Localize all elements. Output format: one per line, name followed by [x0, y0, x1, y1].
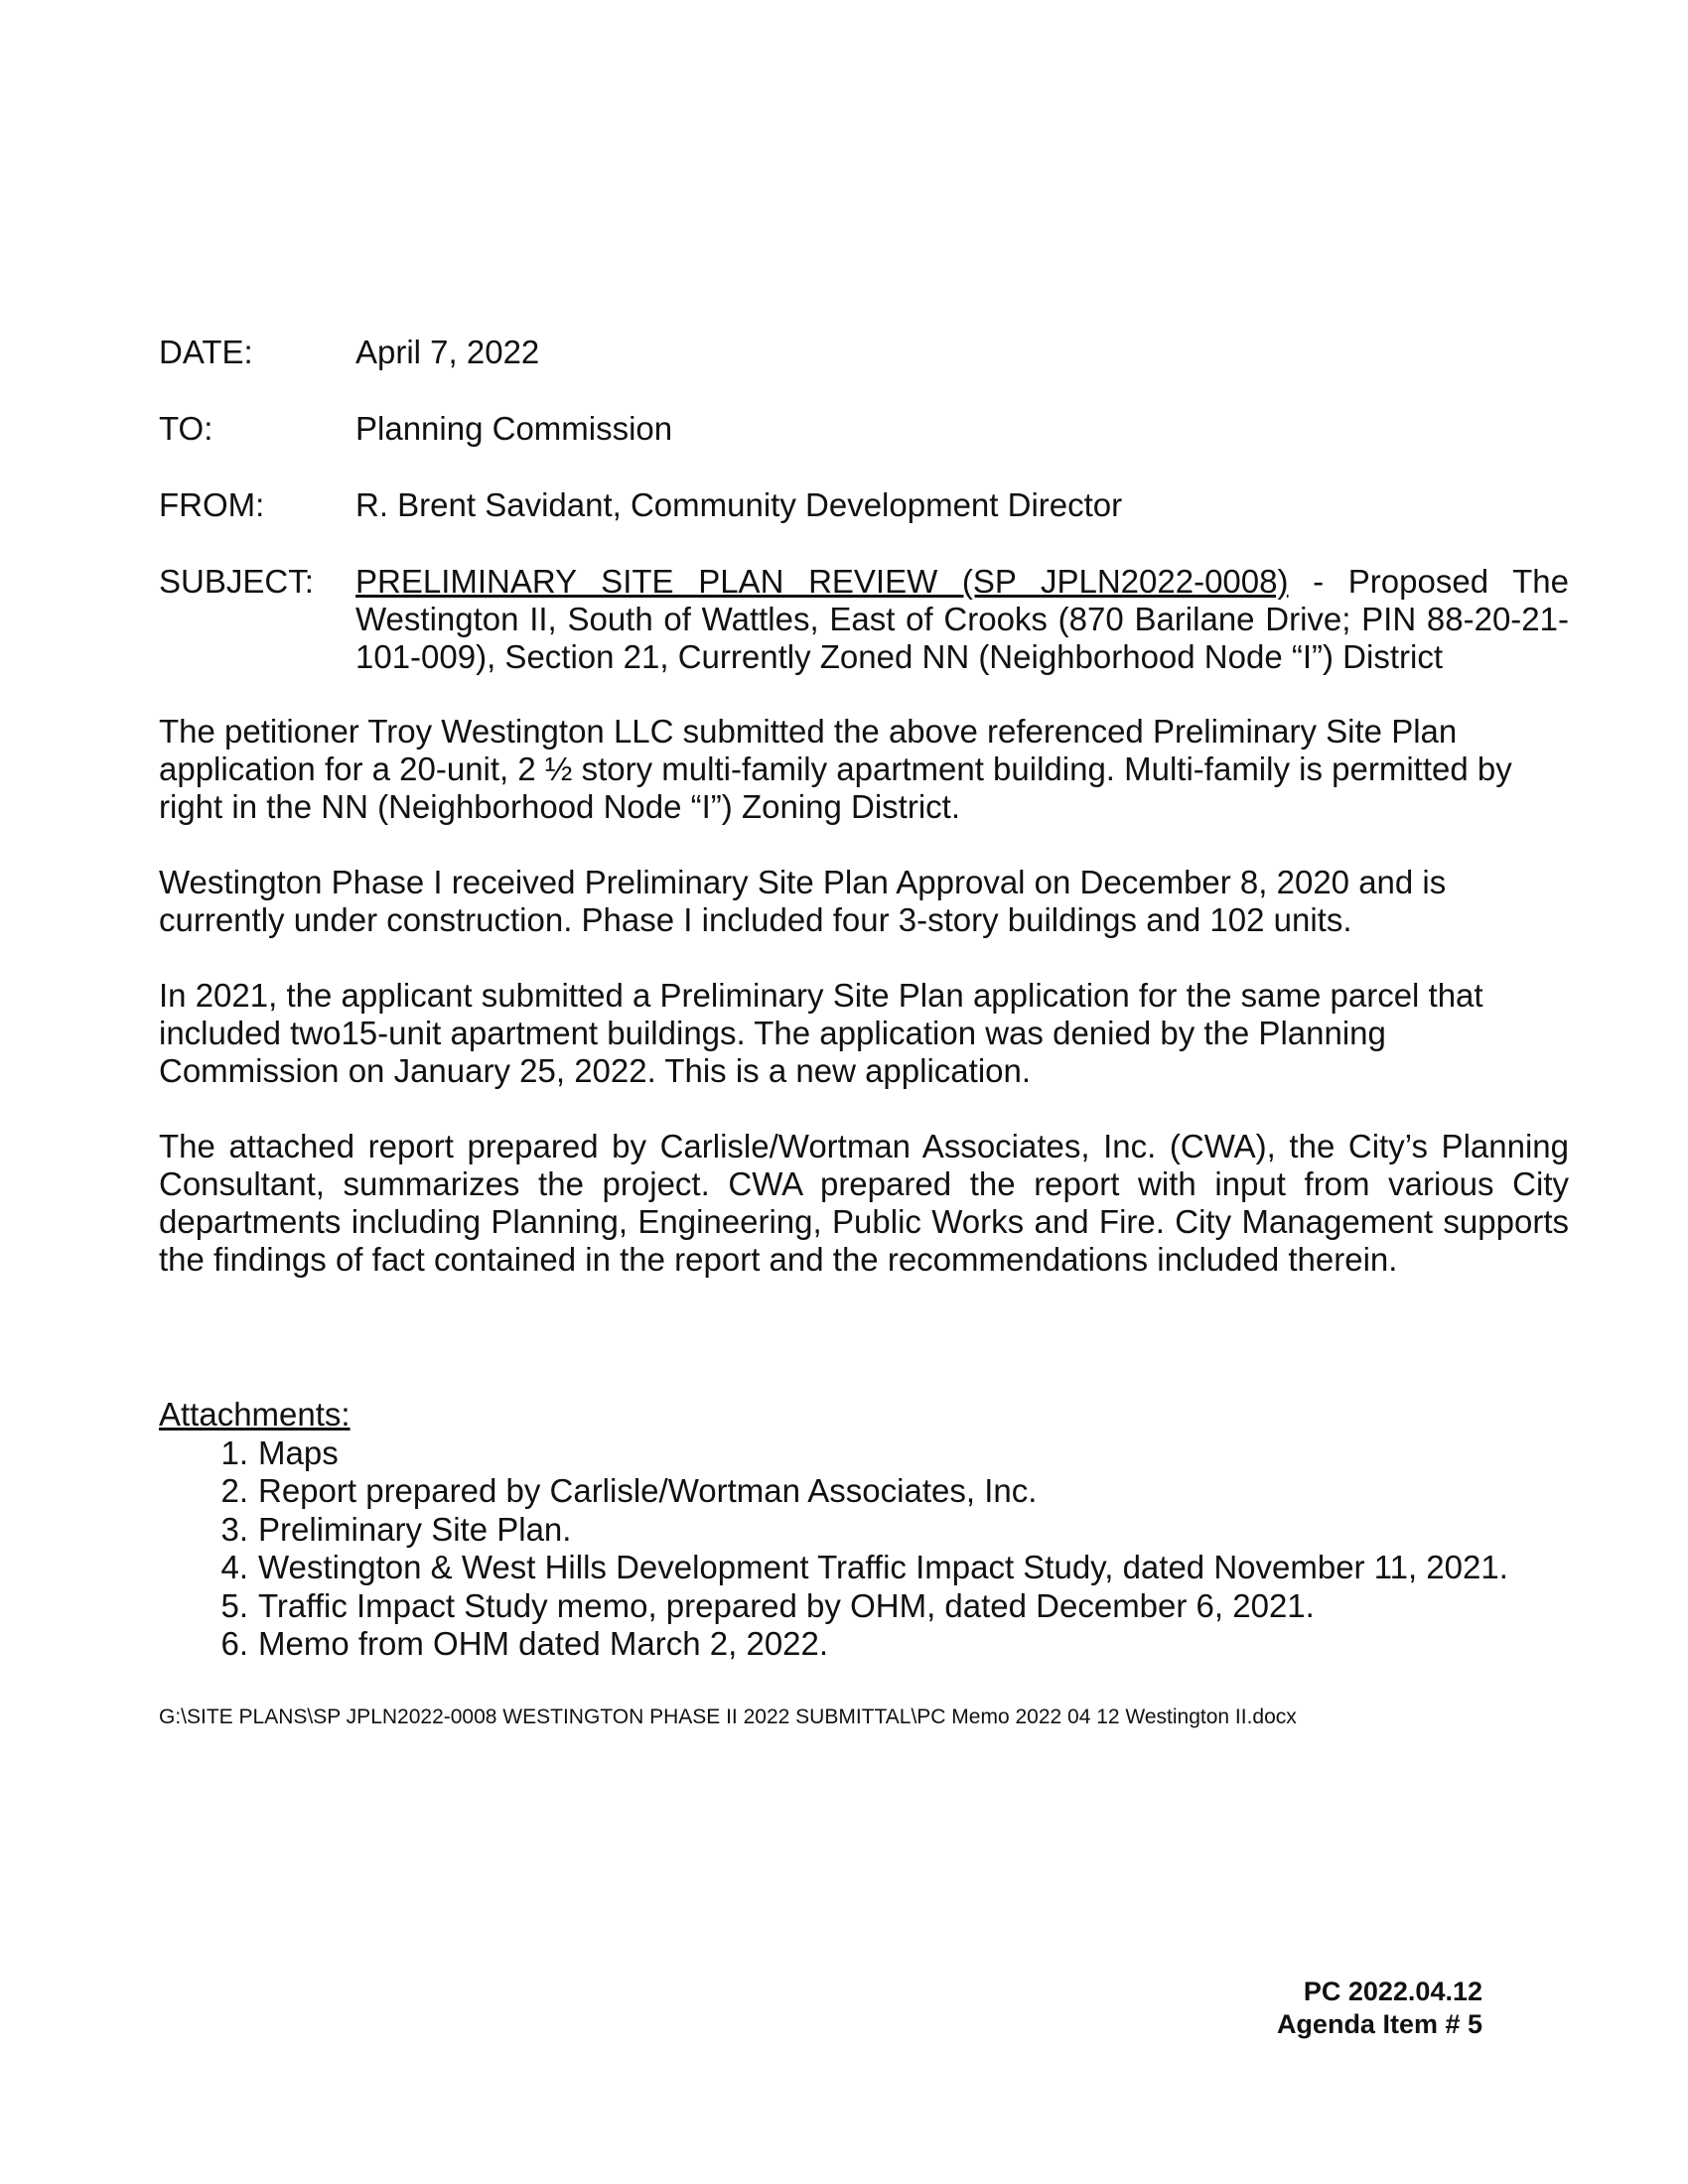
attachment-number: 1. [220, 1433, 248, 1471]
agenda-item-number: Agenda Item # 5 [1276, 2009, 1482, 2039]
subject-row [159, 563, 1569, 676]
attachment-text: Preliminary Site Plan. [258, 1510, 572, 1548]
body-paragraph-4: The attached report prepared by Carlisle/Wortman Associates, Inc. (CWA), the City’s Planning Consultant, summarizes the project. CWA prepared the report with input from various City departments including Planning, Engineering, Public Works and Fire. City Management supports the findings of fact contained in the report and the recommendations included therein. [159, 1128, 1569, 1278]
to-label: TO: [159, 410, 213, 447]
from-value: R. Brent Savidant, Community Development Director [355, 486, 1123, 523]
memo-header [159, 334, 1569, 715]
attachment-text: Memo from OHM dated March 2, 2022. [258, 1625, 829, 1662]
to-row [159, 410, 1569, 448]
agenda-reference [1277, 1976, 1482, 2041]
attachments-list [159, 1434, 1569, 1664]
attachment-text: Report prepared by Carlisle/Wortman Associates, Inc. [258, 1472, 1038, 1509]
to-value: Planning Commission [355, 410, 673, 447]
date-label: DATE: [159, 334, 253, 370]
attachment-number: 2. [220, 1472, 248, 1509]
attachment-text: Traffic Impact Study memo, prepared by OHM, dated December 6, 2021. [258, 1586, 1315, 1624]
date-row [159, 334, 1569, 371]
attachments-heading: Attachments: [159, 1396, 351, 1433]
attachment-item [159, 1472, 1569, 1511]
attachment-item [159, 1587, 1569, 1626]
subject-label: SUBJECT: [159, 563, 314, 600]
attachment-number: 3. [220, 1510, 248, 1548]
subject-value [355, 563, 1569, 676]
document-file-path: G:\SITE PLANS\SP JPLN2022-0008 WESTINGTON PHASE II 2022 SUBMITTAL\PC Memo 2022 04 12 Westington II.docx [159, 1706, 1297, 1728]
attachment-item [159, 1434, 1569, 1473]
body-paragraph-2: Westington Phase I received Preliminary Site Plan Approval on December 8, 2020 and is currently under construction. Phase I included four 3-story buildings and 102 units. [159, 864, 1447, 938]
attachment-item [159, 1625, 1569, 1664]
attachment-number: 4. [220, 1549, 248, 1585]
body-paragraph-1: The petitioner Troy Westington LLC submitted the above referenced Preliminary Site Plan application for a 20-unit, 2 ½ story multi-family apartment building. Multi-family is permitted by right in the NN (Neighborhood Node “I”) Zoning District. [159, 713, 1512, 825]
attachments-section [159, 1396, 1569, 1664]
body-paragraph-3: In 2021, the applicant submitted a Preliminary Site Plan application for the same parcel that included two15-unit apartment buildings. The application was denied by the Planning Commission on January 25, 2022. This is a new application. [159, 977, 1483, 1089]
from-label: FROM: [159, 486, 265, 523]
meeting-reference: PC 2022.04.12 [1303, 1977, 1482, 2006]
attachment-number: 5. [220, 1586, 248, 1624]
attachment-item [159, 1511, 1569, 1550]
attachment-item [159, 1549, 1569, 1587]
attachment-text: Westington & West Hills Development Traffic Impact Study, dated November 11, 2021. [258, 1549, 1508, 1585]
subject-description: - Proposed The Westington II, South of Wattles, East of Crooks (870 Barilane Drive; PIN 88-20-21-101-009), Section 21, Currently Zoned NN (Neighborhood Node “I”) District [355, 563, 1569, 675]
subject-title: PRELIMINARY SITE PLAN REVIEW (SP JPLN2022-0008) [355, 563, 1289, 600]
attachment-text: Maps [258, 1433, 339, 1471]
from-row [159, 486, 1569, 524]
attachment-number: 6. [220, 1625, 248, 1662]
date-value: April 7, 2022 [355, 334, 540, 370]
memo-body [159, 713, 1569, 1316]
